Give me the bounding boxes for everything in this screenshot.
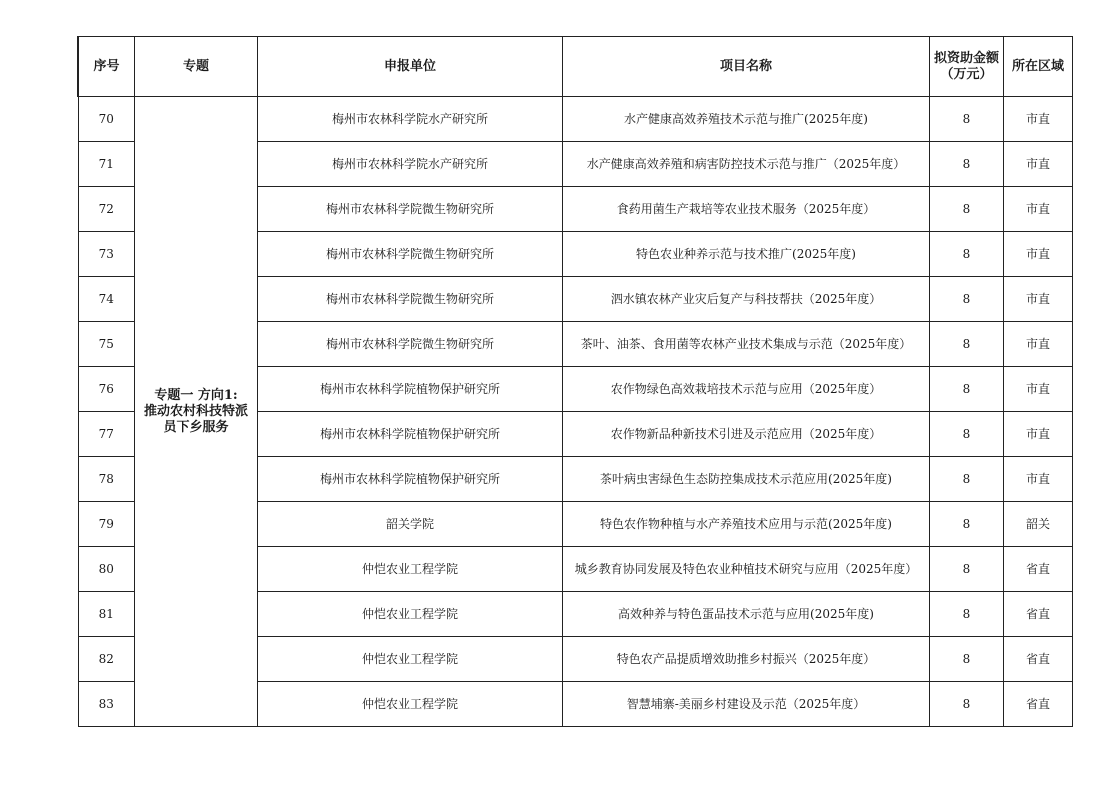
row-amount: 8	[930, 142, 1004, 187]
row-project: 茶叶、油茶、食用菌等农林产业技术集成与示范（2025年度）	[563, 322, 930, 367]
row-amount: 8	[930, 592, 1004, 637]
header-topic: 专题	[135, 37, 258, 97]
row-area: 韶关	[1004, 502, 1073, 547]
header-amount	[930, 37, 1004, 97]
row-project: 茶叶病虫害绿色生态防控集成技术示范应用(2025年度)	[563, 457, 930, 502]
row-amount: 8	[930, 682, 1004, 727]
row-amount: 8	[930, 547, 1004, 592]
row-project: 农作物新品种新技术引进及示范应用（2025年度）	[563, 412, 930, 457]
row-unit: 梅州市农林科学院水产研究所	[258, 142, 563, 187]
row-unit: 仲恺农业工程学院	[258, 592, 563, 637]
header-amount-line1: 拟资助金额	[933, 50, 999, 66]
row-seq: 80	[78, 547, 135, 592]
row-amount: 8	[930, 367, 1004, 412]
row-unit: 梅州市农林科学院微生物研究所	[258, 187, 563, 232]
row-project: 水产健康高效养殖技术示范与推广(2025年度)	[563, 97, 930, 142]
header-unit: 申报单位	[258, 37, 563, 97]
row-seq: 82	[78, 637, 135, 682]
row-seq: 76	[78, 367, 135, 412]
table-header-row	[78, 37, 1073, 97]
row-seq: 77	[78, 412, 135, 457]
row-project: 特色农作物种植与水产养殖技术应用与示范(2025年度)	[563, 502, 930, 547]
row-area: 市直	[1004, 142, 1073, 187]
row-seq: 73	[78, 232, 135, 277]
row-unit: 仲恺农业工程学院	[258, 637, 563, 682]
row-amount: 8	[930, 457, 1004, 502]
row-area: 市直	[1004, 97, 1073, 142]
row-area: 省直	[1004, 592, 1073, 637]
row-seq: 81	[78, 592, 135, 637]
row-unit: 梅州市农林科学院水产研究所	[258, 97, 563, 142]
row-seq: 71	[78, 142, 135, 187]
row-unit: 梅州市农林科学院微生物研究所	[258, 277, 563, 322]
row-project: 特色农业种养示范与技术推广(2025年度)	[563, 232, 930, 277]
funding-list-sheet	[77, 36, 1064, 724]
row-project: 高效种养与特色蛋品技术示范与应用(2025年度)	[563, 592, 930, 637]
row-project: 智慧埔寨-美丽乡村建设及示范（2025年度）	[563, 682, 930, 727]
row-amount: 8	[930, 637, 1004, 682]
row-amount: 8	[930, 412, 1004, 457]
row-area: 省直	[1004, 547, 1073, 592]
row-amount: 8	[930, 502, 1004, 547]
table-row	[78, 97, 1073, 142]
row-unit: 梅州市农林科学院植物保护研究所	[258, 457, 563, 502]
funding-table	[77, 36, 1073, 727]
topic-line1: 专题一 方向1:	[154, 387, 238, 403]
row-seq: 72	[78, 187, 135, 232]
row-seq: 78	[78, 457, 135, 502]
row-amount: 8	[930, 232, 1004, 277]
row-project: 食药用菌生产栽培等农业技术服务（2025年度）	[563, 187, 930, 232]
row-seq: 70	[78, 97, 135, 142]
header-project: 项目名称	[563, 37, 930, 97]
row-unit: 梅州市农林科学院植物保护研究所	[258, 367, 563, 412]
topic-line2: 推动农村科技特派	[143, 403, 248, 419]
row-project: 农作物绿色高效栽培技术示范与应用（2025年度）	[563, 367, 930, 412]
row-unit: 梅州市农林科学院植物保护研究所	[258, 412, 563, 457]
topic-line3: 员下乡服务	[163, 419, 229, 435]
header-area: 所在区域	[1004, 37, 1073, 97]
row-area: 市直	[1004, 322, 1073, 367]
row-area: 市直	[1004, 187, 1073, 232]
row-unit: 仲恺农业工程学院	[258, 547, 563, 592]
row-seq: 75	[78, 322, 135, 367]
row-amount: 8	[930, 322, 1004, 367]
row-project: 泗水镇农林产业灾后复产与科技帮扶（2025年度）	[563, 277, 930, 322]
table-body	[78, 97, 1073, 727]
header-amount-line2: （万元）	[940, 66, 993, 82]
row-area: 市直	[1004, 367, 1073, 412]
row-area: 市直	[1004, 277, 1073, 322]
row-area: 省直	[1004, 682, 1073, 727]
row-area: 市直	[1004, 412, 1073, 457]
row-unit: 韶关学院	[258, 502, 563, 547]
row-unit: 梅州市农林科学院微生物研究所	[258, 232, 563, 277]
row-seq: 74	[78, 277, 135, 322]
row-amount: 8	[930, 187, 1004, 232]
row-area: 省直	[1004, 637, 1073, 682]
row-area: 市直	[1004, 232, 1073, 277]
row-area: 市直	[1004, 457, 1073, 502]
row-project: 城乡教育协同发展及特色农业种植技术研究与应用（2025年度）	[563, 547, 930, 592]
row-seq: 83	[78, 682, 135, 727]
row-project: 水产健康高效养殖和病害防控技术示范与推广（2025年度）	[563, 142, 930, 187]
row-unit: 仲恺农业工程学院	[258, 682, 563, 727]
row-amount: 8	[930, 277, 1004, 322]
header-seq: 序号	[78, 37, 135, 97]
row-seq: 79	[78, 502, 135, 547]
topic-cell	[135, 97, 258, 727]
row-project: 特色农产品提质增效助推乡村振兴（2025年度）	[563, 637, 930, 682]
row-unit: 梅州市农林科学院微生物研究所	[258, 322, 563, 367]
row-amount: 8	[930, 97, 1004, 142]
